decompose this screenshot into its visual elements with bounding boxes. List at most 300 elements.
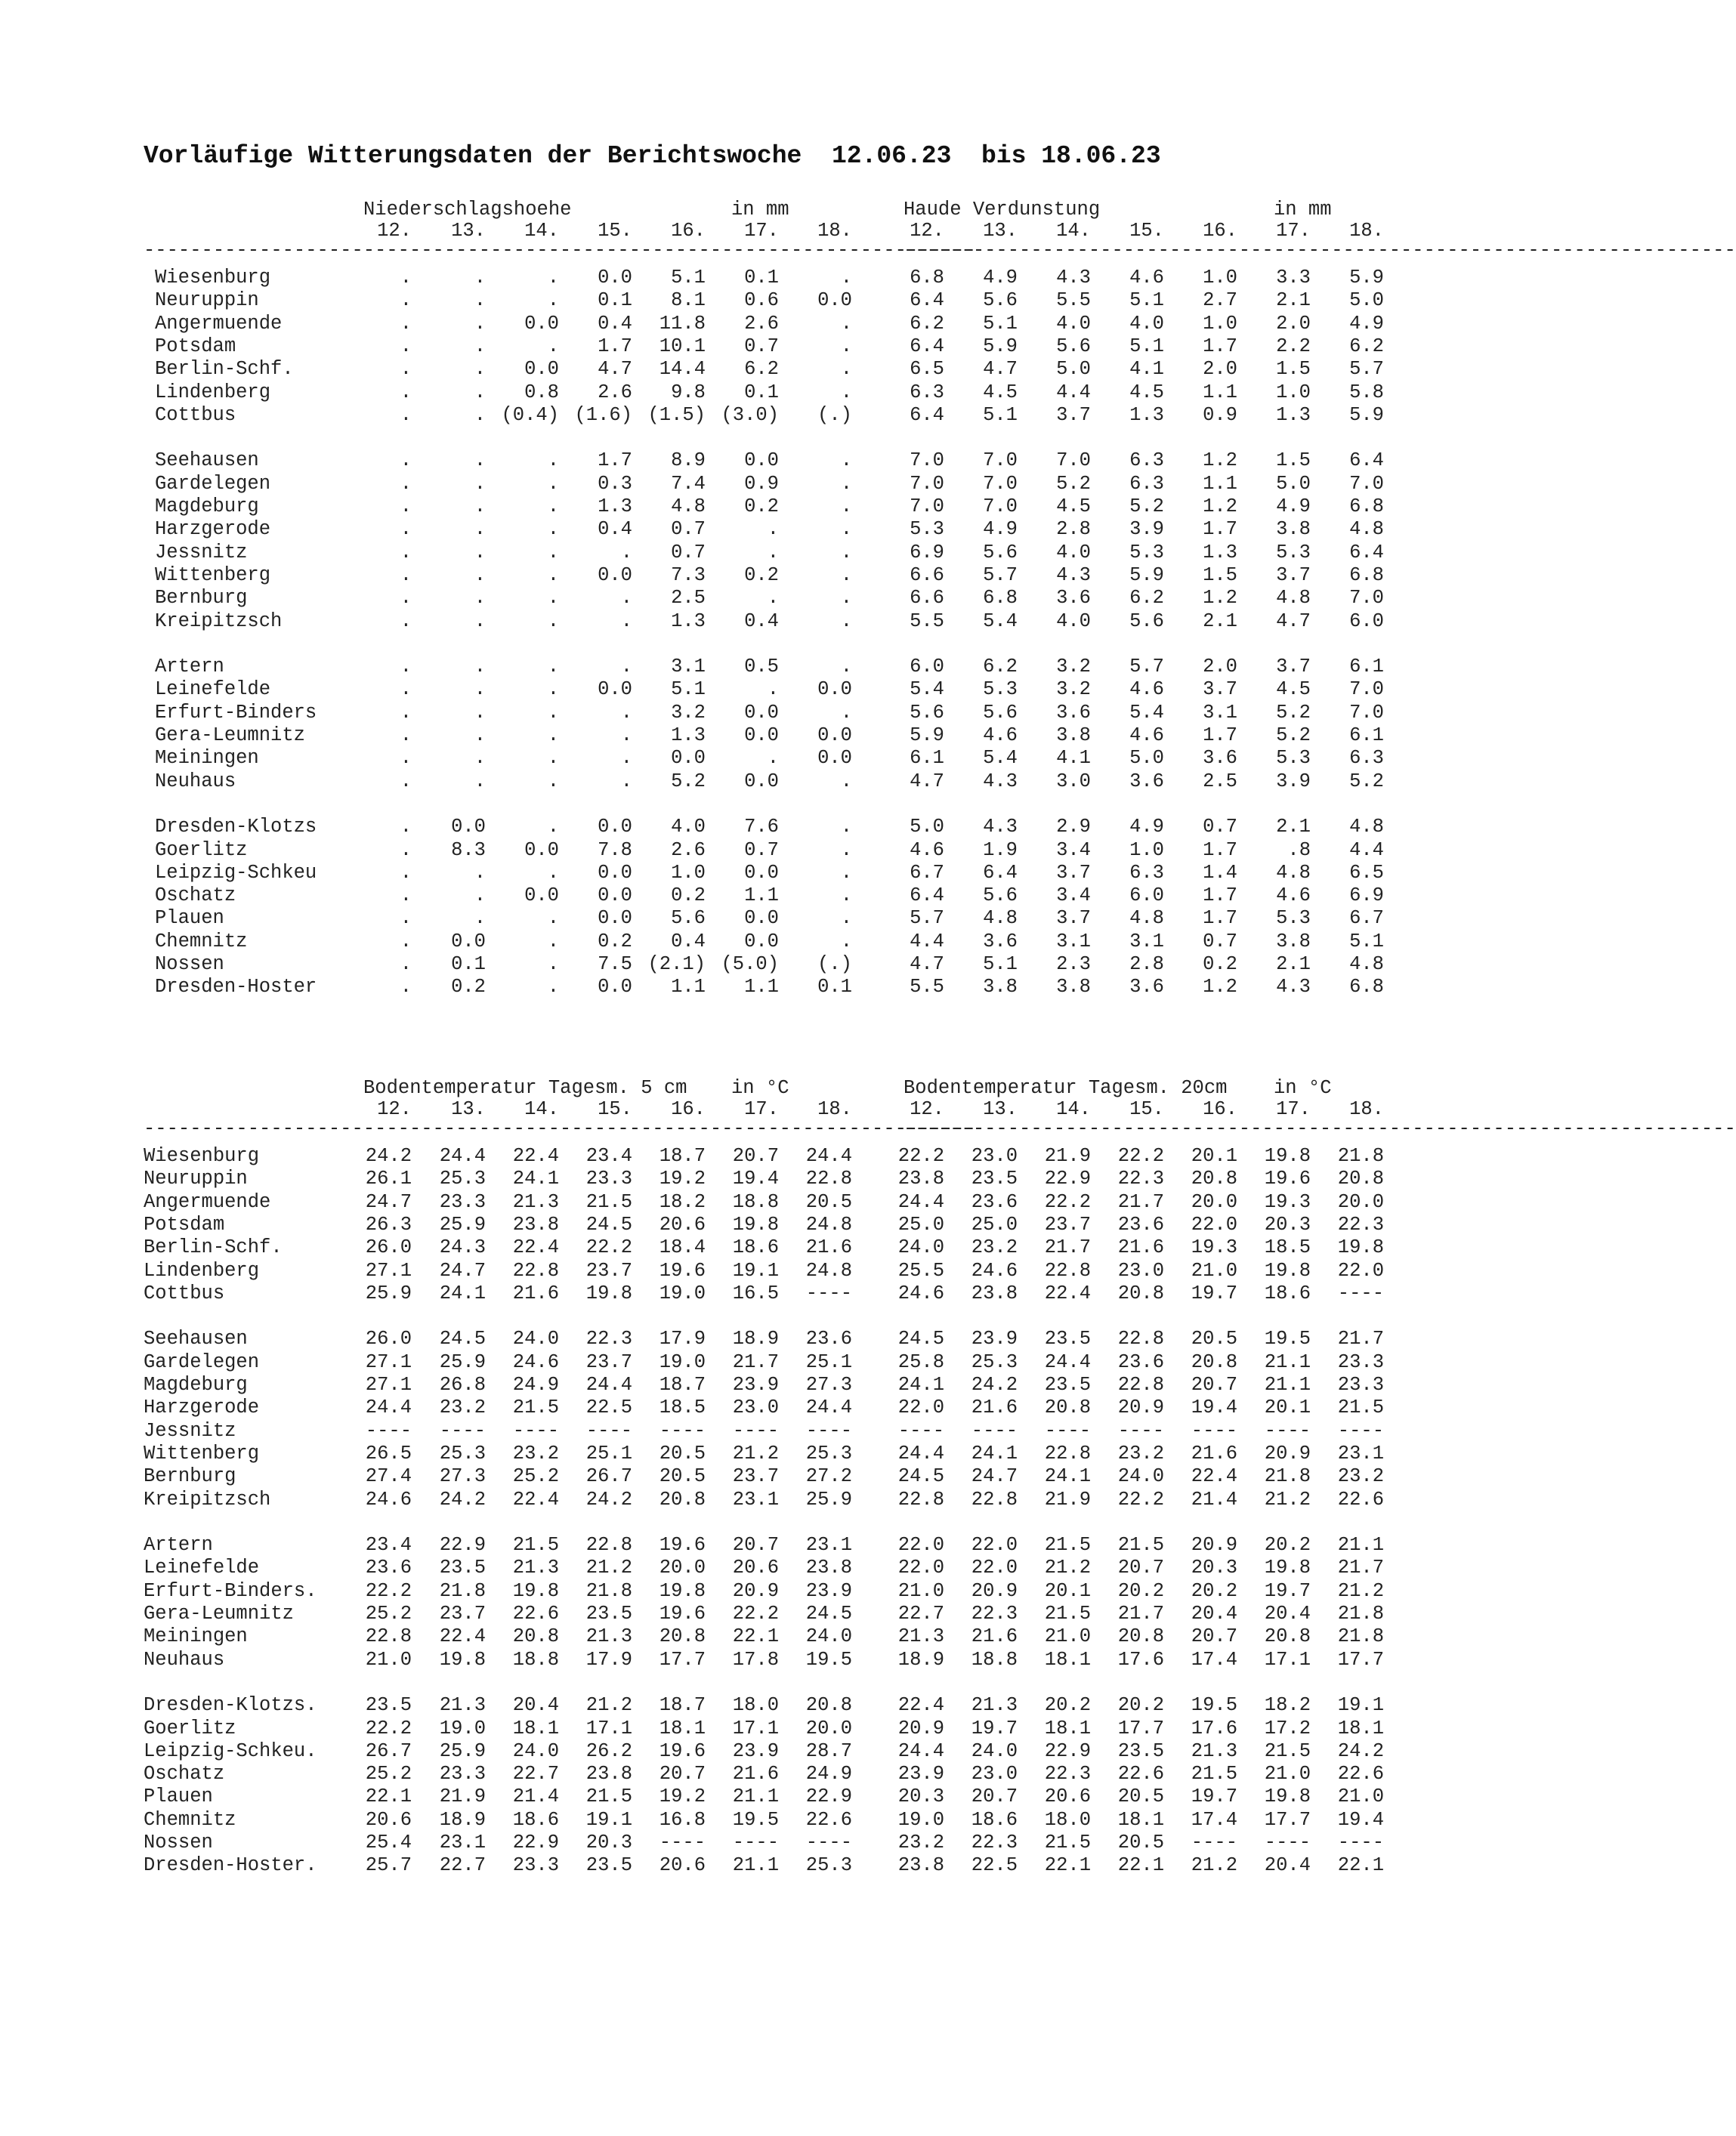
left-value-cell: 18.6 [512,1808,559,1831]
left-value-cell: 20.0 [805,1717,852,1739]
left-value-cell: . [400,610,412,632]
table-row [0,1214,1511,1236]
left-value-cell: 20.6 [659,1213,706,1236]
left-value-cell: 5.1 [671,678,706,701]
right-value-cell: 18.6 [971,1808,1018,1831]
right-value-cell: 4.1 [1129,358,1164,381]
station-name: Gera-Leumnitz [144,1603,294,1625]
left-value-cell: . [767,587,779,610]
left-value-cell: 21.9 [439,1786,486,1808]
right-value-cell: 5.4 [910,678,944,701]
left-value-cell: 23.4 [585,1145,632,1167]
left-value-cell: 20.8 [659,1488,706,1511]
right-value-cell: 20.5 [1117,1786,1164,1808]
left-value-cell: . [840,358,852,381]
left-value-cell: 18.2 [659,1190,706,1213]
left-value-cell: 22.4 [439,1625,486,1648]
right-value-cell: 6.4 [1349,449,1384,472]
right-value-cell: 21.5 [1337,1397,1384,1419]
table-row [0,518,1511,541]
right-value-cell: 5.0 [1129,747,1164,770]
right-value-cell: 24.5 [897,1328,944,1350]
left-value-cell: 19.0 [659,1282,706,1304]
left-value-cell: 24.5 [805,1603,852,1625]
right-value-cell: 20.9 [971,1579,1018,1602]
right-value-cell: 21.0 [1044,1625,1091,1648]
right-value-cell: 4.9 [983,267,1018,289]
left-value-cell: 26.7 [585,1465,632,1488]
station-name: Lindenberg [155,381,271,403]
left-value-cell: . [840,610,852,632]
left-value-cell: . [474,563,486,586]
left-value-cell: 23.6 [365,1557,412,1579]
right-value-cell: 4.4 [1349,838,1384,861]
left-value-cell: 20.8 [659,1625,706,1648]
left-value-cell: 0.0 [524,312,559,335]
right-value-cell: 5.5 [1056,289,1091,312]
right-value-cell: 7.0 [983,472,1018,495]
left-value-cell: (2.1) [647,953,706,975]
right-value-cell: 6.0 [1129,884,1164,907]
left-value-cell: 19.6 [659,1259,706,1282]
right-value-cell: 4.8 [983,907,1018,930]
left-value-cell: 20.7 [732,1145,779,1167]
right-value-cell: 22.9 [1044,1168,1091,1190]
left-value-cell: 24.4 [365,1397,412,1419]
left-value-cell: 21.5 [585,1786,632,1808]
left-value-cell: . [400,381,412,403]
left-value-cell: . [400,267,412,289]
table-row [0,1351,1511,1374]
left-value-cell: . [400,563,412,586]
right-value-cell: 2.3 [1056,953,1091,975]
left-value-cell: 24.5 [585,1213,632,1236]
right-value-cell: 22.8 [971,1488,1018,1511]
left-value-cell: 21.4 [512,1786,559,1808]
left-day-header: 17. [744,220,779,242]
left-day-header: 13. [451,1098,486,1120]
right-value-cell: 4.0 [1056,312,1091,335]
right-value-cell: 20.2 [1264,1534,1311,1557]
station-name: Leipzig-Schkeu [155,861,317,884]
table-row [0,267,1511,289]
right-value-cell: 22.1 [1117,1854,1164,1877]
left-value-cell: . [474,449,486,472]
left-value-cell: 0.0 [744,449,779,472]
right-value-cell: 5.0 [910,816,944,838]
left-day-header: 16. [671,220,706,242]
right-value-cell: 19.5 [1264,1328,1311,1350]
right-value-cell: 7.0 [1349,587,1384,610]
left-value-cell: 0.0 [598,861,632,884]
station-name: Dresden-Hoster. [144,1854,317,1877]
right-value-cell: 3.2 [1056,656,1091,678]
left-value-cell: 23.7 [585,1350,632,1373]
left-day-header: 16. [671,1098,706,1120]
right-value-cell: 20.9 [1117,1397,1164,1419]
left-value-cell: 0.1 [451,953,486,975]
right-value-cell: 21.1 [1337,1534,1384,1557]
right-value-cell: 1.5 [1203,563,1237,586]
right-value-cell: 22.3 [1337,1213,1384,1236]
left-section-title: Bodentemperatur Tagesm. 5 cm [363,1077,687,1099]
left-day-header: 14. [524,220,559,242]
right-value-cell: 18.8 [971,1648,1018,1671]
table-row [0,1603,1511,1625]
left-value-cell: 21.6 [805,1236,852,1259]
left-value-cell: 19.8 [585,1282,632,1304]
right-section-unit: in mm [1274,199,1332,221]
right-value-cell: 20.8 [1044,1397,1091,1419]
right-value-cell: 4.4 [910,930,944,952]
left-value-cell: 19.0 [439,1717,486,1739]
left-value-cell: 0.0 [598,884,632,907]
right-value-cell: 4.8 [1349,816,1384,838]
right-value-cell: ---- [1264,1832,1311,1854]
right-value-cell: 21.3 [971,1694,1018,1717]
left-value-cell: 22.9 [439,1534,486,1557]
station-name: Kreipitzsch [155,610,283,632]
right-value-cell: 3.1 [1056,930,1091,952]
left-value-cell: 25.9 [365,1282,412,1304]
left-value-cell: . [474,656,486,678]
table-row [0,678,1511,701]
right-value-cell: 6.9 [1349,884,1384,907]
left-value-cell: 22.9 [805,1786,852,1808]
left-value-cell: 23.9 [805,1579,852,1602]
station-name: Oschatz [144,1763,225,1786]
right-value-cell: 17.7 [1264,1808,1311,1831]
left-value-cell: 24.2 [585,1488,632,1511]
left-value-cell: 23.1 [805,1534,852,1557]
right-value-cell: 3.4 [1056,838,1091,861]
left-value-cell: ---- [439,1419,486,1442]
table-separator-right: ------------------------------------------------------------------------ [904,1118,1736,1140]
station-name: Magdeburg [144,1374,248,1396]
right-value-cell: 22.0 [971,1534,1018,1557]
table-row [0,1786,1511,1808]
right-value-cell: 2.2 [1276,335,1311,357]
right-value-cell: 1.5 [1276,358,1311,381]
right-value-cell: 3.7 [1056,907,1091,930]
left-day-header: 15. [598,1098,632,1120]
right-value-cell: 4.6 [1276,884,1311,907]
right-value-cell: 21.6 [1117,1236,1164,1259]
left-value-cell: 25.3 [805,1854,852,1877]
left-value-cell: . [400,541,412,563]
left-value-cell: 5.2 [671,770,706,792]
left-value-cell: 22.2 [585,1236,632,1259]
left-value-cell: (1.5) [647,403,706,426]
right-value-cell: 6.3 [1129,861,1164,884]
right-value-cell: 7.0 [910,472,944,495]
right-value-cell: 23.8 [897,1168,944,1190]
table-row [0,610,1511,633]
right-value-cell: 3.3 [1276,267,1311,289]
right-value-cell: 19.8 [1264,1557,1311,1579]
left-value-cell: 22.8 [805,1168,852,1190]
left-value-cell: . [474,267,486,289]
right-value-cell: 20.7 [971,1786,1018,1808]
left-value-cell: 0.0 [817,724,852,746]
right-value-cell: 4.7 [1276,610,1311,632]
left-value-cell: . [620,724,632,746]
left-value-cell: 20.5 [659,1465,706,1488]
left-value-cell: 4.8 [671,495,706,517]
right-value-cell: 3.6 [1056,587,1091,610]
right-value-cell: 6.7 [910,861,944,884]
table-row [0,335,1511,358]
right-value-cell: 22.7 [897,1603,944,1625]
left-value-cell: 24.0 [805,1625,852,1648]
right-value-cell: 0.7 [1203,816,1237,838]
right-value-cell: ---- [897,1419,944,1442]
right-value-cell: 17.4 [1191,1808,1237,1831]
left-value-cell: 24.2 [439,1488,486,1511]
left-value-cell: 24.6 [365,1488,412,1511]
right-day-header: 16. [1203,220,1237,242]
left-value-cell: . [547,449,559,472]
right-value-cell: 24.1 [971,1442,1018,1465]
right-value-cell: 24.1 [1044,1465,1091,1488]
right-value-cell: 23.6 [1117,1350,1164,1373]
left-value-cell: 27.4 [365,1465,412,1488]
left-value-cell: 3.1 [671,656,706,678]
left-value-cell: 0.0 [817,678,852,701]
left-value-cell: 21.3 [512,1190,559,1213]
right-value-cell: 22.8 [1117,1328,1164,1350]
left-value-cell: 0.0 [598,976,632,999]
table-separator-right: ------------------------------------------------------------------------ [904,239,1736,261]
left-value-cell: 24.7 [365,1190,412,1213]
left-value-cell: 18.7 [659,1145,706,1167]
left-value-cell: 0.0 [451,930,486,952]
right-day-header: 15. [1129,220,1164,242]
left-value-cell: (3.0) [721,403,779,426]
left-value-cell: 2.6 [671,838,706,861]
right-value-cell: 4.5 [1129,381,1164,403]
right-value-cell: 20.9 [897,1717,944,1739]
left-value-cell: 22.4 [512,1488,559,1511]
right-value-cell: 6.2 [910,312,944,335]
right-value-cell: 17.1 [1264,1648,1311,1671]
left-value-cell: 1.3 [598,495,632,517]
left-value-cell: 7.3 [671,563,706,586]
left-value-cell: 0.0 [598,907,632,930]
right-value-cell: 17.7 [1117,1717,1164,1739]
left-value-cell: 18.7 [659,1374,706,1396]
right-value-cell: 23.3 [1337,1374,1384,1396]
left-value-cell: 19.5 [805,1648,852,1671]
right-value-cell: 20.2 [1117,1694,1164,1717]
left-value-cell: . [840,884,852,907]
left-value-cell: . [767,678,779,701]
right-value-cell: 4.6 [1129,678,1164,701]
left-value-cell: 2.6 [744,312,779,335]
left-value-cell: . [840,861,852,884]
left-value-cell: 21.8 [439,1579,486,1602]
table-row [0,1625,1511,1648]
right-value-cell: 22.8 [1044,1259,1091,1282]
right-value-cell: 21.1 [1264,1374,1311,1396]
left-value-cell: . [547,724,559,746]
right-value-cell: 22.6 [1337,1763,1384,1786]
left-value-cell: 24.1 [512,1168,559,1190]
left-value-cell: . [767,541,779,563]
right-value-cell: 6.9 [910,541,944,563]
left-value-cell: 20.8 [512,1625,559,1648]
table-row [0,1191,1511,1214]
left-value-cell: 24.5 [439,1328,486,1350]
left-value-cell: 0.2 [671,884,706,907]
right-value-cell: 23.9 [971,1328,1018,1350]
right-value-cell: 5.6 [1056,335,1091,357]
left-value-cell: 25.9 [805,1488,852,1511]
station-name: Seehausen [144,1328,248,1350]
right-value-cell: 1.1 [1203,381,1237,403]
right-value-cell: 20.1 [1191,1145,1237,1167]
left-value-cell: . [474,770,486,792]
left-value-cell: 22.1 [365,1786,412,1808]
station-name: Harzgerode [155,518,271,541]
table-row [0,953,1511,976]
left-value-cell: 24.0 [512,1739,559,1762]
left-value-cell: ---- [805,1832,852,1854]
left-value-cell: . [840,838,852,861]
right-value-cell: 24.6 [971,1259,1018,1282]
left-value-cell: 0.0 [524,838,559,861]
right-value-cell: 21.7 [1044,1236,1091,1259]
left-value-cell: 24.4 [439,1145,486,1167]
right-value-cell: 3.8 [983,976,1018,999]
right-value-cell: 1.2 [1203,587,1237,610]
left-value-cell: 19.1 [732,1259,779,1282]
right-value-cell: 4.6 [1129,267,1164,289]
left-value-cell: 23.5 [439,1557,486,1579]
left-value-cell: 14.4 [659,358,706,381]
right-value-cell: 20.7 [1191,1374,1237,1396]
left-value-cell: . [400,701,412,724]
right-value-cell: 24.7 [971,1465,1018,1488]
left-value-cell: 26.5 [365,1442,412,1465]
left-value-cell: 20.5 [805,1190,852,1213]
left-value-cell: . [547,953,559,975]
right-value-cell: 23.6 [971,1190,1018,1213]
right-value-cell: 5.2 [1129,495,1164,517]
station-name: Meiningen [155,747,259,770]
right-value-cell: 2.0 [1203,358,1237,381]
left-value-cell: 24.0 [512,1328,559,1350]
left-value-cell: 22.8 [585,1534,632,1557]
left-value-cell: 19.8 [659,1579,706,1602]
right-value-cell: ---- [1264,1419,1311,1442]
table-row [0,702,1511,724]
left-value-cell: 0.0 [744,701,779,724]
right-value-cell: 23.2 [1117,1442,1164,1465]
left-value-cell: 27.3 [805,1374,852,1396]
right-value-cell: 6.5 [1349,861,1384,884]
left-value-cell: 18.4 [659,1236,706,1259]
left-value-cell: 17.1 [732,1717,779,1739]
right-value-cell: 4.1 [1056,747,1091,770]
right-value-cell: 23.2 [1337,1465,1384,1488]
left-day-header: 13. [451,220,486,242]
left-value-cell: . [400,358,412,381]
left-value-cell: . [400,838,412,861]
right-value-cell: 23.5 [1044,1374,1091,1396]
left-value-cell: 18.5 [659,1397,706,1419]
left-value-cell: . [400,289,412,312]
left-value-cell: 24.4 [805,1145,852,1167]
station-name: Neuhaus [144,1648,225,1671]
right-value-cell: 2.7 [1203,289,1237,312]
left-value-cell: . [400,587,412,610]
left-value-cell: 22.3 [585,1328,632,1350]
right-value-cell: 21.8 [1337,1603,1384,1625]
right-value-cell: 20.0 [1337,1190,1384,1213]
right-value-cell: 22.2 [897,1145,944,1167]
right-value-cell: 20.5 [1117,1832,1164,1854]
station-name: Jessnitz [144,1419,236,1442]
left-value-cell: . [474,541,486,563]
right-value-cell: 19.7 [971,1717,1018,1739]
left-value-cell: 25.1 [585,1442,632,1465]
right-value-cell: 24.4 [897,1442,944,1465]
right-value-cell: 24.0 [971,1739,1018,1762]
right-value-cell: 5.9 [910,724,944,746]
right-value-cell: 19.8 [1264,1259,1311,1282]
right-value-cell: 21.7 [1117,1603,1164,1625]
left-value-cell: 0.0 [451,816,486,838]
left-value-cell: 22.2 [365,1717,412,1739]
left-value-cell: 19.8 [732,1213,779,1236]
right-day-header: 13. [983,220,1018,242]
left-value-cell: . [620,610,632,632]
right-value-cell: 4.8 [1349,953,1384,975]
right-value-cell: 1.5 [1276,449,1311,472]
left-value-cell: 0.0 [817,289,852,312]
right-value-cell: 7.0 [983,449,1018,472]
left-value-cell: 0.0 [524,884,559,907]
left-value-cell: 1.7 [598,449,632,472]
left-value-cell: . [474,724,486,746]
right-value-cell: 21.6 [971,1397,1018,1419]
right-value-cell: 5.9 [983,335,1018,357]
right-value-cell: 20.5 [1191,1328,1237,1350]
right-value-cell: 22.0 [1191,1213,1237,1236]
left-value-cell: 17.1 [585,1717,632,1739]
left-value-cell: 0.1 [744,381,779,403]
left-value-cell: . [840,518,852,541]
left-value-cell: 22.8 [365,1625,412,1648]
right-value-cell: 20.8 [1117,1282,1164,1304]
right-day-header: 17. [1276,220,1311,242]
left-value-cell: 21.3 [512,1557,559,1579]
left-value-cell: 24.8 [805,1213,852,1236]
right-value-cell: 22.4 [1191,1465,1237,1488]
right-value-cell: 18.5 [1264,1236,1311,1259]
left-value-cell: . [400,403,412,426]
right-value-cell: 6.5 [910,358,944,381]
left-value-cell: 0.0 [671,747,706,770]
right-section-unit: in °C [1274,1077,1332,1099]
right-value-cell: 1.0 [1129,838,1164,861]
left-value-cell: 23.7 [439,1603,486,1625]
left-value-cell: . [474,312,486,335]
left-value-cell: 0.1 [598,289,632,312]
right-value-cell: 2.8 [1129,953,1164,975]
table-row [0,449,1511,472]
